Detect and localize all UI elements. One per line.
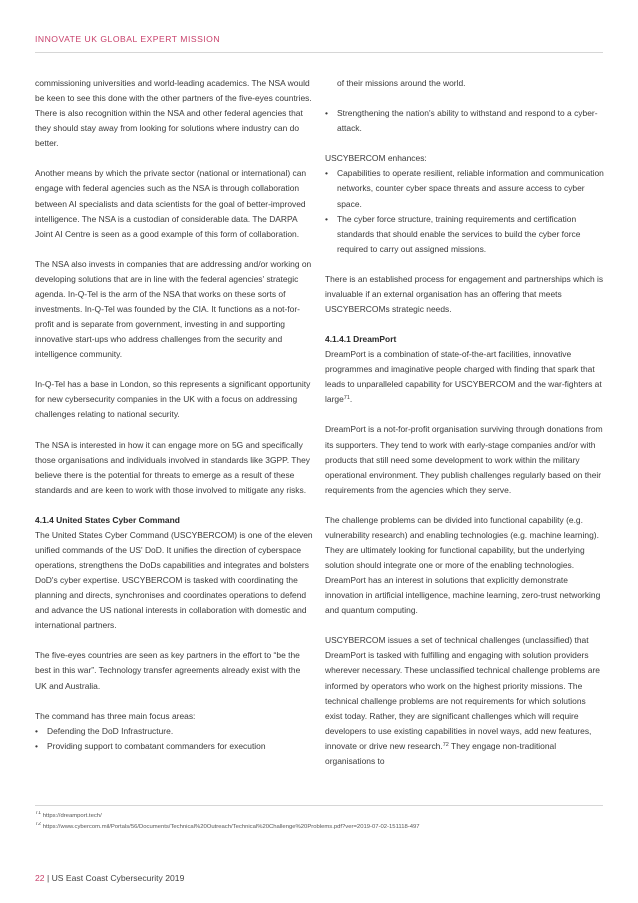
footnote-link[interactable]: https://www.cybercom.mil/Portals/56/Documents/Technical%20Outreach/Technical%20Challenge%20Problems.pdf?ver=2019-07-02-151118-497 [42,823,420,830]
paragraph: USCYBERCOM enhances: [325,153,427,164]
footnotes [35,811,603,832]
footer-separator: | [46,873,50,883]
focus-areas-list-continued [325,106,604,136]
paragraph: In-Q-Tel has a base in London, so this represents a significant opportunity for new cybersecurity companies in the UK with a focus on addressing challenges relating to national security. [35,379,311,420]
footnote-ref: 71 [343,395,350,402]
section-heading-cyber-command: 4.1.4 United States Cyber Command [35,514,180,525]
footnote-divider [35,805,603,806]
paragraph [325,633,604,769]
paragraph-text: They engage non-traditional organisations to [325,740,557,766]
paragraph: The challenge problems can be divided into functional capability (e.g. vulnerability research) and enabling technologies (e.g. machine learning). They are ultimately looking for functional capability, but the underlying solution should integrate one or more of the enabling technologies. DreamPort has an interest in solutions that explicitly demonstrate innovation in artificial intelligence, machine learning, zero-trust networking and quantum computing. [325,514,601,616]
running-header-title: INNOVATE UK GLOBAL EXPERT MISSION [35,34,221,44]
paragraph: Another means by which the private sector (national or international) can engage with federal agencies such as the NSA is through collaboration between AI specialists and data scientists for the goal of better-improved intelligence. The NSA is a custodian of considerable data. The DARPA Joint AI Centre is seen as a good example of this form of collaboration. [35,168,307,239]
list-item: • Defending the DoD Infrastructure. [35,724,314,739]
left-column [35,76,314,754]
list-item-continuation: of their missions around the world. [337,78,466,88]
footnote-number: 71 [35,811,42,816]
header-divider [35,52,603,53]
paragraph: The command has three main focus areas: [35,710,196,721]
paragraph: The NSA is interested in how it can engage more on 5G and specifically those organisations and individuals involved in standards like 3GPP. They believe there is the potential for threats to emerge as a result of these standards and are keen to work with those involved to mitigate any risks. [35,439,311,495]
page-footer [35,873,184,883]
paragraph: DreamPort is a not-for-profit organisation surviving through donations from its supporters. They tend to work with early-stage companies and/or with products that still need some development to work within the military operational environment. They publish challenges regularly based on their requirements from the agencies which they serve. [325,424,603,495]
paragraph-text: DreamPort is a combination of state-of-the-art facilities, innovative programmes and imaginative people charged with finding that spark that leads to unparalleled capability for USCYBERCOM and the war-fighters at large [325,349,602,405]
list-item: • The cyber force structure, training requirements and certification standards that should enable the services to build the cyber force required to carry out assigned missions. [325,212,604,257]
enhancements-list [325,166,604,256]
list-item: • Capabilities to operate resilient, reliable information and communication networks, counter cyber space threats and assure access to cyber space. [325,166,604,211]
paragraph-text: USCYBERCOM issues a set of technical challenges (unclassified) that DreamPort is tasked with fulfilling and engaging with solution providers wherever necessary. These unclassified technical challenge problems are informed by operators who work on the highest priority missions. The technical challenge problems are not requirements for which solutions exist today. Rather, they are significant challenges which will require developers to use existing capabilities in novel ways, add new features, innovate or drive new research. [325,635,600,751]
paragraph [325,347,604,407]
paragraph-text: . [349,394,353,405]
paragraph: The NSA also invests in companies that are addressing and/or working on developing solutions that are in line with the federal agencies' strategic agenda. In-Q-Tel is the arm of the NSA that works on these sorts of investments. In-Q-Tel was founded by the CIA. It functions as a not-for-profit and is separate from government, investing in and supporting innovative start-ups who address challenges from the security and intelligence community. [35,258,312,360]
footnote-72 [35,822,603,833]
footnote-ref: 72 [442,741,449,748]
paragraph: The five-eyes countries are seen as key partners in the effort to “be the best in this war”. Technology transfer agreements already exist with the UK and Australia. [35,650,301,691]
paragraph: The United States Cyber Command (USCYBERCOM) is one of the eleven unified commands of the US' DoD. It unifies the direction of cyberspace operations, strengthens the DoDs capabilities and integrates and bolsters DoD's cyber expertise. USCYBERCOM is tasked with coordinating the planning and directs, synchronises and coordinates operations to defend and advance the US national interests in collaboration with domestic and international partners. [35,529,313,631]
footer-doc-title: US East Coast Cybersecurity 2019 [51,873,185,883]
page-number: 22 [35,873,45,883]
paragraph: commissioning universities and world-leading academics. The NSA would be keen to see this done with the other partners of the five-eyes countries. There is also recognition within the NSA and other federal agencies that they should stay away from looking for solutions where industry can do better. [35,78,312,149]
right-column [325,76,604,769]
footnote-link[interactable]: https://dreamport.tech/ [42,813,102,819]
section-heading-dreamport: 4.1.4.1 DreamPort [325,334,397,345]
footnote-number: 72 [35,821,42,827]
paragraph: There is an established process for engagement and partnerships which is invaluable if an external organisation has an offering that meets USCYBERCOMs strategic needs. [325,273,604,314]
footnote-71 [35,811,603,822]
list-item: • Providing support to combatant commanders for execution [35,739,314,754]
focus-areas-list [35,724,314,754]
list-item: • Strengthening the nation's ability to withstand and respond to a cyber-attack. [325,106,604,136]
